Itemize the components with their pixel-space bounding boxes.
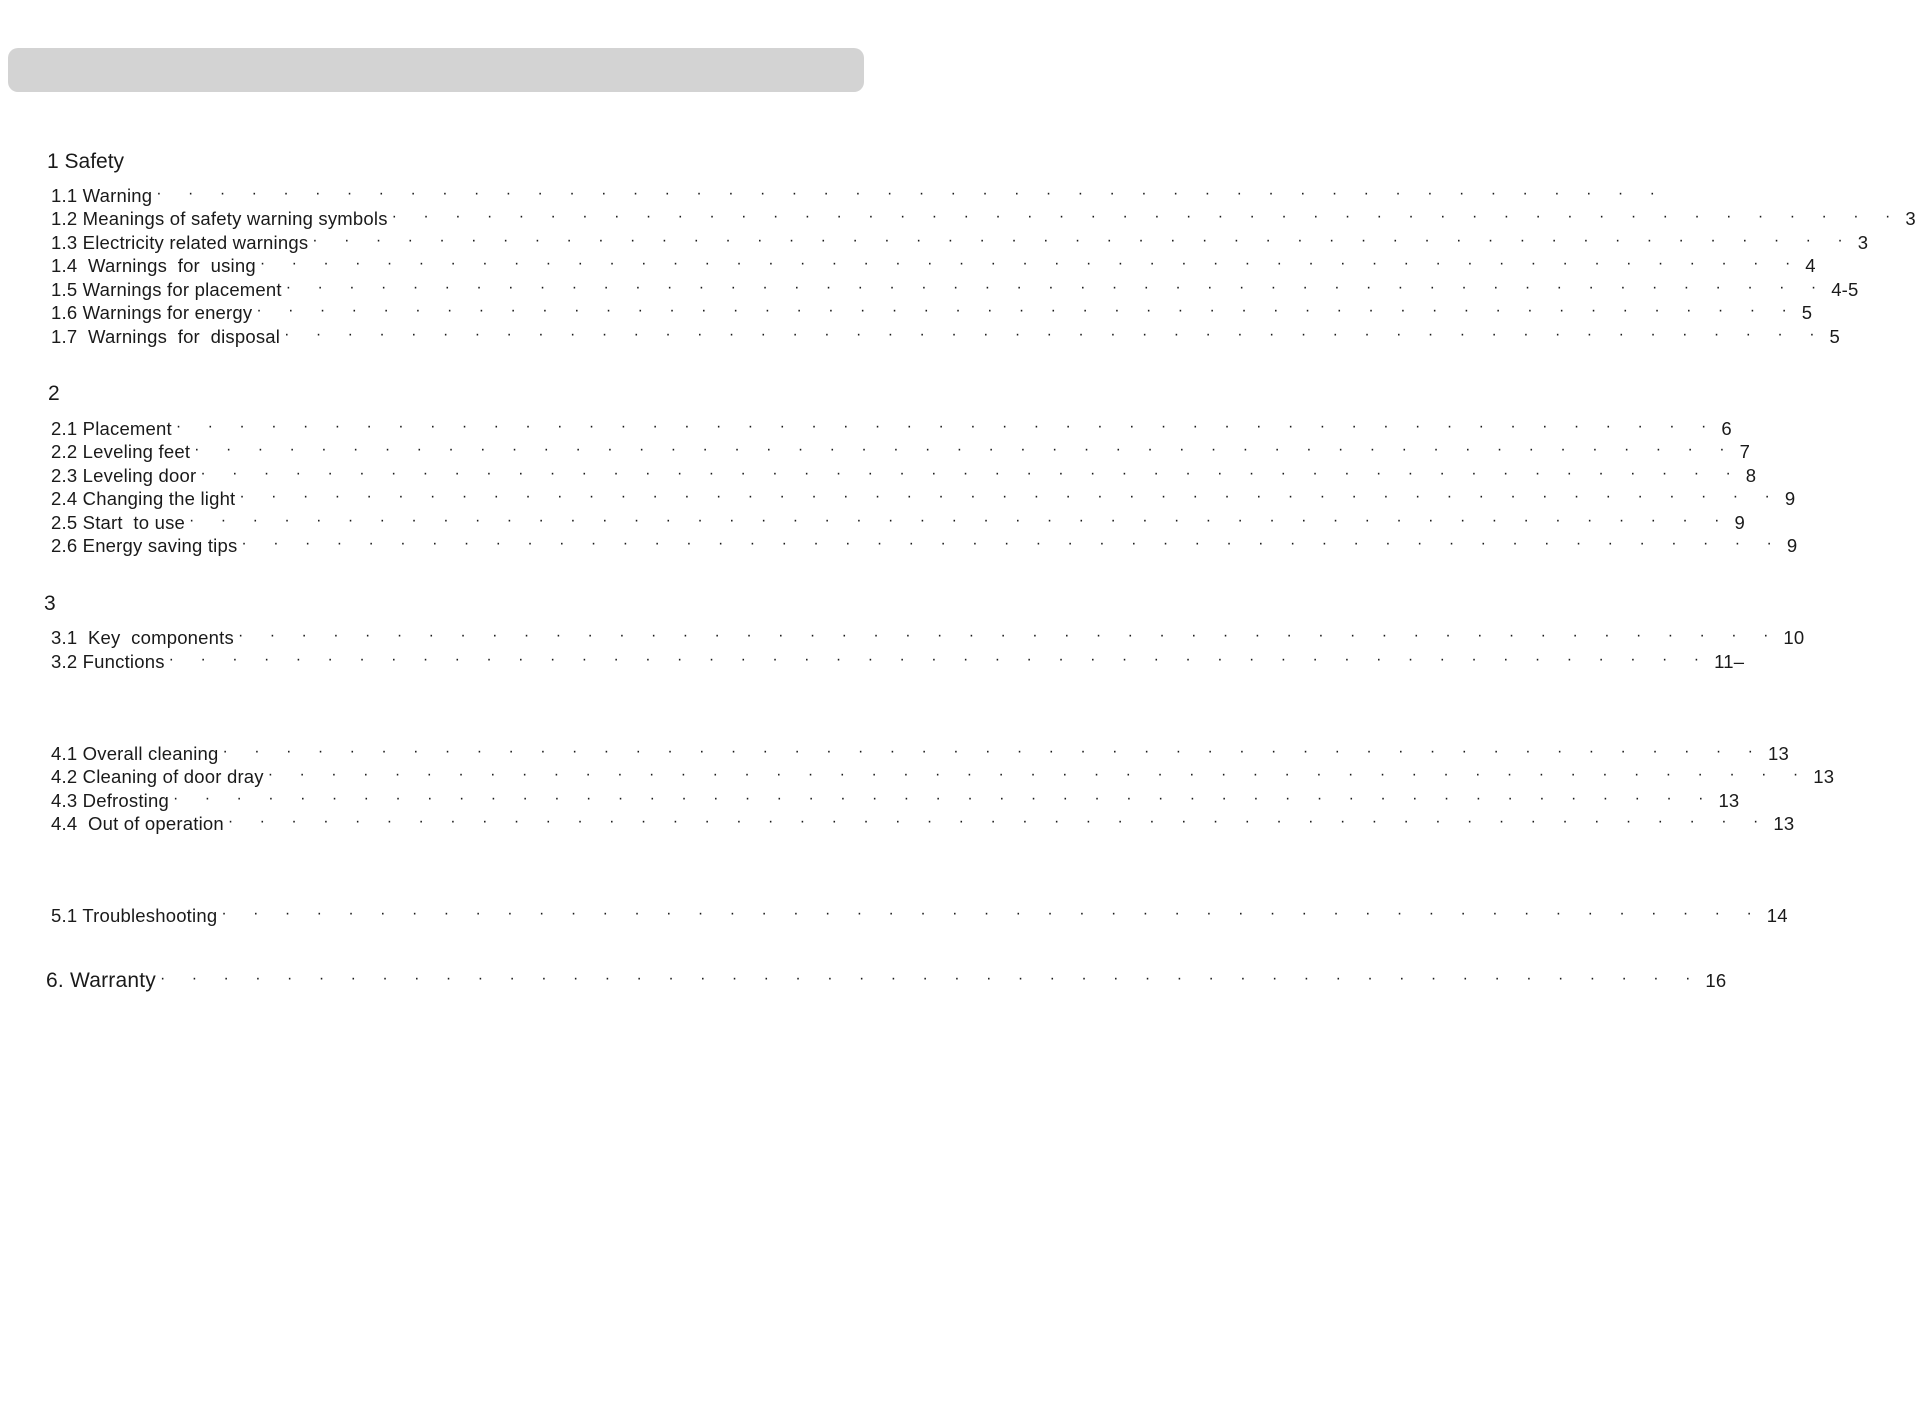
toc-entry[interactable] bbox=[51, 488, 1796, 510]
toc-entry-page: 13 bbox=[1813, 766, 1835, 787]
header-bar bbox=[8, 48, 864, 92]
toc-entry[interactable] bbox=[51, 326, 1841, 348]
dot-leader: · · · · · · · · · · · · · · · · · · · · · · · · · · · · · · · · · · · · · · · · · · · · · · · · · bbox=[221, 905, 1763, 922]
toc-entry[interactable] bbox=[51, 512, 1745, 534]
toc-entry[interactable] bbox=[51, 813, 1795, 835]
toc-entry-page: 4-5 bbox=[1831, 279, 1859, 300]
dot-leader: · · · · · · · · · · · · · · · · · · · · · · · · · · · · · · · · · · · · · · · · · · · · · · · · · bbox=[189, 512, 1731, 529]
toc-entry-page: 13 bbox=[1773, 813, 1795, 834]
toc-entry[interactable] bbox=[51, 185, 1666, 207]
toc-entry[interactable] bbox=[51, 255, 1816, 277]
toc-entry[interactable] bbox=[51, 535, 1798, 557]
toc-entry-label: 5.1 Troubleshooting bbox=[51, 905, 218, 926]
toc-entry-label: 6. Warranty bbox=[46, 969, 156, 992]
dot-leader: · · · · · · · · · · · · · · · · · · · · · · · · · · · · · · · · · · · · · · · · · · · · · · · · · bbox=[172, 790, 1715, 807]
toc-entry-page: 9 bbox=[1784, 488, 1796, 509]
section-heading-2: 2 bbox=[48, 382, 60, 405]
toc-entry[interactable] bbox=[51, 905, 1788, 927]
dot-leader: · · · · · · · · · · · · · · · · · · · · · · · · · · · · · · · · · · · · · · · · · · · · · · · · · bbox=[227, 813, 1770, 830]
toc-entry[interactable] bbox=[51, 232, 1869, 254]
dot-leader: · · · · · · · · · · · · · · · · · · · · · · · · · · · · · · · · · · · · · · · · · · · · · · · · · bbox=[312, 232, 1854, 249]
dot-leader: · · · · · · · · · · · · · · · · · · · · · · · · · · · · · · · · · · · · · · · · · · · · · · · · · bbox=[194, 441, 1736, 458]
toc-entry-label: 4.3 Defrosting bbox=[51, 790, 169, 811]
toc-entry-page: 9 bbox=[1734, 512, 1745, 533]
toc-entry-page: 7 bbox=[1739, 441, 1751, 462]
toc-entry[interactable] bbox=[51, 627, 1805, 649]
dot-leader: · · · · · · · · · · · · · · · · · · · · · · · · · · · · · · · · · · · · · · · · · · · · · · · · · bbox=[241, 535, 1783, 552]
toc-entry-label: 1.4 Warnings for using bbox=[51, 255, 256, 276]
dot-leader: · · · · · · · · · · · · · · · · · · · · · · · · · · · · · · · · · · · · · · · · · · · · · · · · · bbox=[256, 302, 1798, 319]
dot-leader: · · · · · · · · · · · · · · · · · · · · · · · · · · · · · · · · · · · · · · · · · · · · · · · · · bbox=[259, 255, 1802, 272]
toc-entry-label: 2.4 Changing the light bbox=[51, 488, 236, 509]
toc-entry-page: 3 bbox=[1905, 208, 1916, 229]
toc-entry-label: 1.1 Warning bbox=[51, 185, 153, 206]
toc-entry-page: 5 bbox=[1801, 302, 1813, 323]
dot-leader: · · · · · · · · · · · · · · · · · · · · · · · · · · · · · · · · · · · · · · · · · · · · · · · · · bbox=[284, 326, 1826, 343]
toc-entry-page: 3 bbox=[1857, 232, 1869, 253]
toc-entry[interactable] bbox=[51, 279, 1859, 301]
dot-leader: · · · · · · · · · · · · · · · · · · · · · · · · · · · · · · · · · · · · · · · · · · · · · · · · · bbox=[222, 743, 1764, 760]
toc-entry-label: 4.4 Out of operation bbox=[51, 813, 224, 834]
section-heading-3: 3 bbox=[44, 592, 56, 615]
dot-leader: · · · · · · · · · · · · · · · · · · · · · · · · · · · · · · · · · · · · · · · · · · · · · · · · bbox=[156, 185, 1666, 202]
toc-entry-page: 8 bbox=[1745, 465, 1757, 486]
toc-entry-page: 10 bbox=[1783, 627, 1805, 648]
toc-entry-page: 11– bbox=[1714, 651, 1745, 672]
dot-leader: · · · · · · · · · · · · · · · · · · · · · · · · · · · · · · · · · · · · · · · · · · · · · · · · · bbox=[285, 279, 1828, 296]
toc-entry[interactable] bbox=[51, 465, 1757, 487]
toc-entry-warranty[interactable] bbox=[46, 966, 1727, 992]
toc-entry-label: 3.2 Functions bbox=[51, 651, 165, 672]
toc-entry-page: 13 bbox=[1718, 790, 1740, 811]
dot-leader: · · · · · · · · · · · · · · · · · · · · · · · · · · · · · · · · · · · · · · · · · · · · · · · · · bbox=[159, 970, 1702, 987]
dot-leader: · · · · · · · · · · · · · · · · · · · · · · · · · · · · · · · · · · · · · · · · · · · · · · · · · bbox=[237, 627, 1780, 644]
toc-entry[interactable] bbox=[51, 441, 1751, 463]
toc-entry[interactable] bbox=[51, 651, 1745, 673]
toc-entry[interactable] bbox=[51, 208, 1916, 230]
toc-entry-label: 1.6 Warnings for energy bbox=[51, 302, 253, 323]
dot-leader: · · · · · · · · · · · · · · · · · · · · · · · · · · · · · · · · · · · · · · · · · · · · · · · · · bbox=[168, 651, 1711, 668]
toc-entry-label: 1.7 Warnings for disposal bbox=[51, 326, 281, 347]
dot-leader: · · · · · · · · · · · · · · · · · · · · · · · · · · · · · · · · · · · · · · · · · · · · · · · · · bbox=[267, 766, 1810, 783]
toc-entry-label: 4.1 Overall cleaning bbox=[51, 743, 219, 764]
toc-entry[interactable] bbox=[51, 743, 1789, 765]
toc-entry-label: 2.2 Leveling feet bbox=[51, 441, 191, 462]
toc-entry-page: 6 bbox=[1721, 418, 1732, 439]
toc-entry-page: 5 bbox=[1829, 326, 1841, 347]
dot-leader: · · · · · · · · · · · · · · · · · · · · · · · · · · · · · · · · · · · · · · · · · · · · · · · · · bbox=[175, 418, 1718, 435]
toc-entry-page: 9 bbox=[1786, 535, 1798, 556]
toc-entry[interactable] bbox=[51, 790, 1740, 812]
toc-entry[interactable] bbox=[51, 766, 1835, 788]
toc-entry-label: 2.5 Start to use bbox=[51, 512, 186, 533]
section-heading-1: 1 Safety bbox=[47, 150, 125, 173]
toc-entry-label: 1.5 Warnings for placement bbox=[51, 279, 282, 300]
toc-entry-label: 4.2 Cleaning of door dray bbox=[51, 766, 264, 787]
toc-entry-label: 1.2 Meanings of safety warning symbols bbox=[51, 208, 388, 229]
dot-leader: · · · · · · · · · · · · · · · · · · · · · · · · · · · · · · · · · · · · · · · · · · · · · · · · bbox=[391, 208, 1902, 225]
toc-entry-page: 14 bbox=[1766, 905, 1788, 926]
dot-leader: · · · · · · · · · · · · · · · · · · · · · · · · · · · · · · · · · · · · · · · · · · · · · · · · · bbox=[200, 465, 1742, 482]
toc-entry-page: 16 bbox=[1705, 970, 1727, 991]
toc-entry-page: 13 bbox=[1767, 743, 1789, 764]
toc-entry-page: 4 bbox=[1805, 255, 1816, 276]
toc-entry[interactable] bbox=[51, 302, 1813, 324]
toc-entry-label: 3.1 Key components bbox=[51, 627, 234, 648]
toc-entry-label: 1.3 Electricity related warnings bbox=[51, 232, 309, 253]
toc-entry[interactable] bbox=[51, 418, 1732, 440]
dot-leader: · · · · · · · · · · · · · · · · · · · · · · · · · · · · · · · · · · · · · · · · · · · · · · · · · bbox=[239, 488, 1781, 505]
toc-entry-label: 2.6 Energy saving tips bbox=[51, 535, 238, 556]
toc-entry-label: 2.1 Placement bbox=[51, 418, 172, 439]
toc-entry-label: 2.3 Leveling door bbox=[51, 465, 197, 486]
